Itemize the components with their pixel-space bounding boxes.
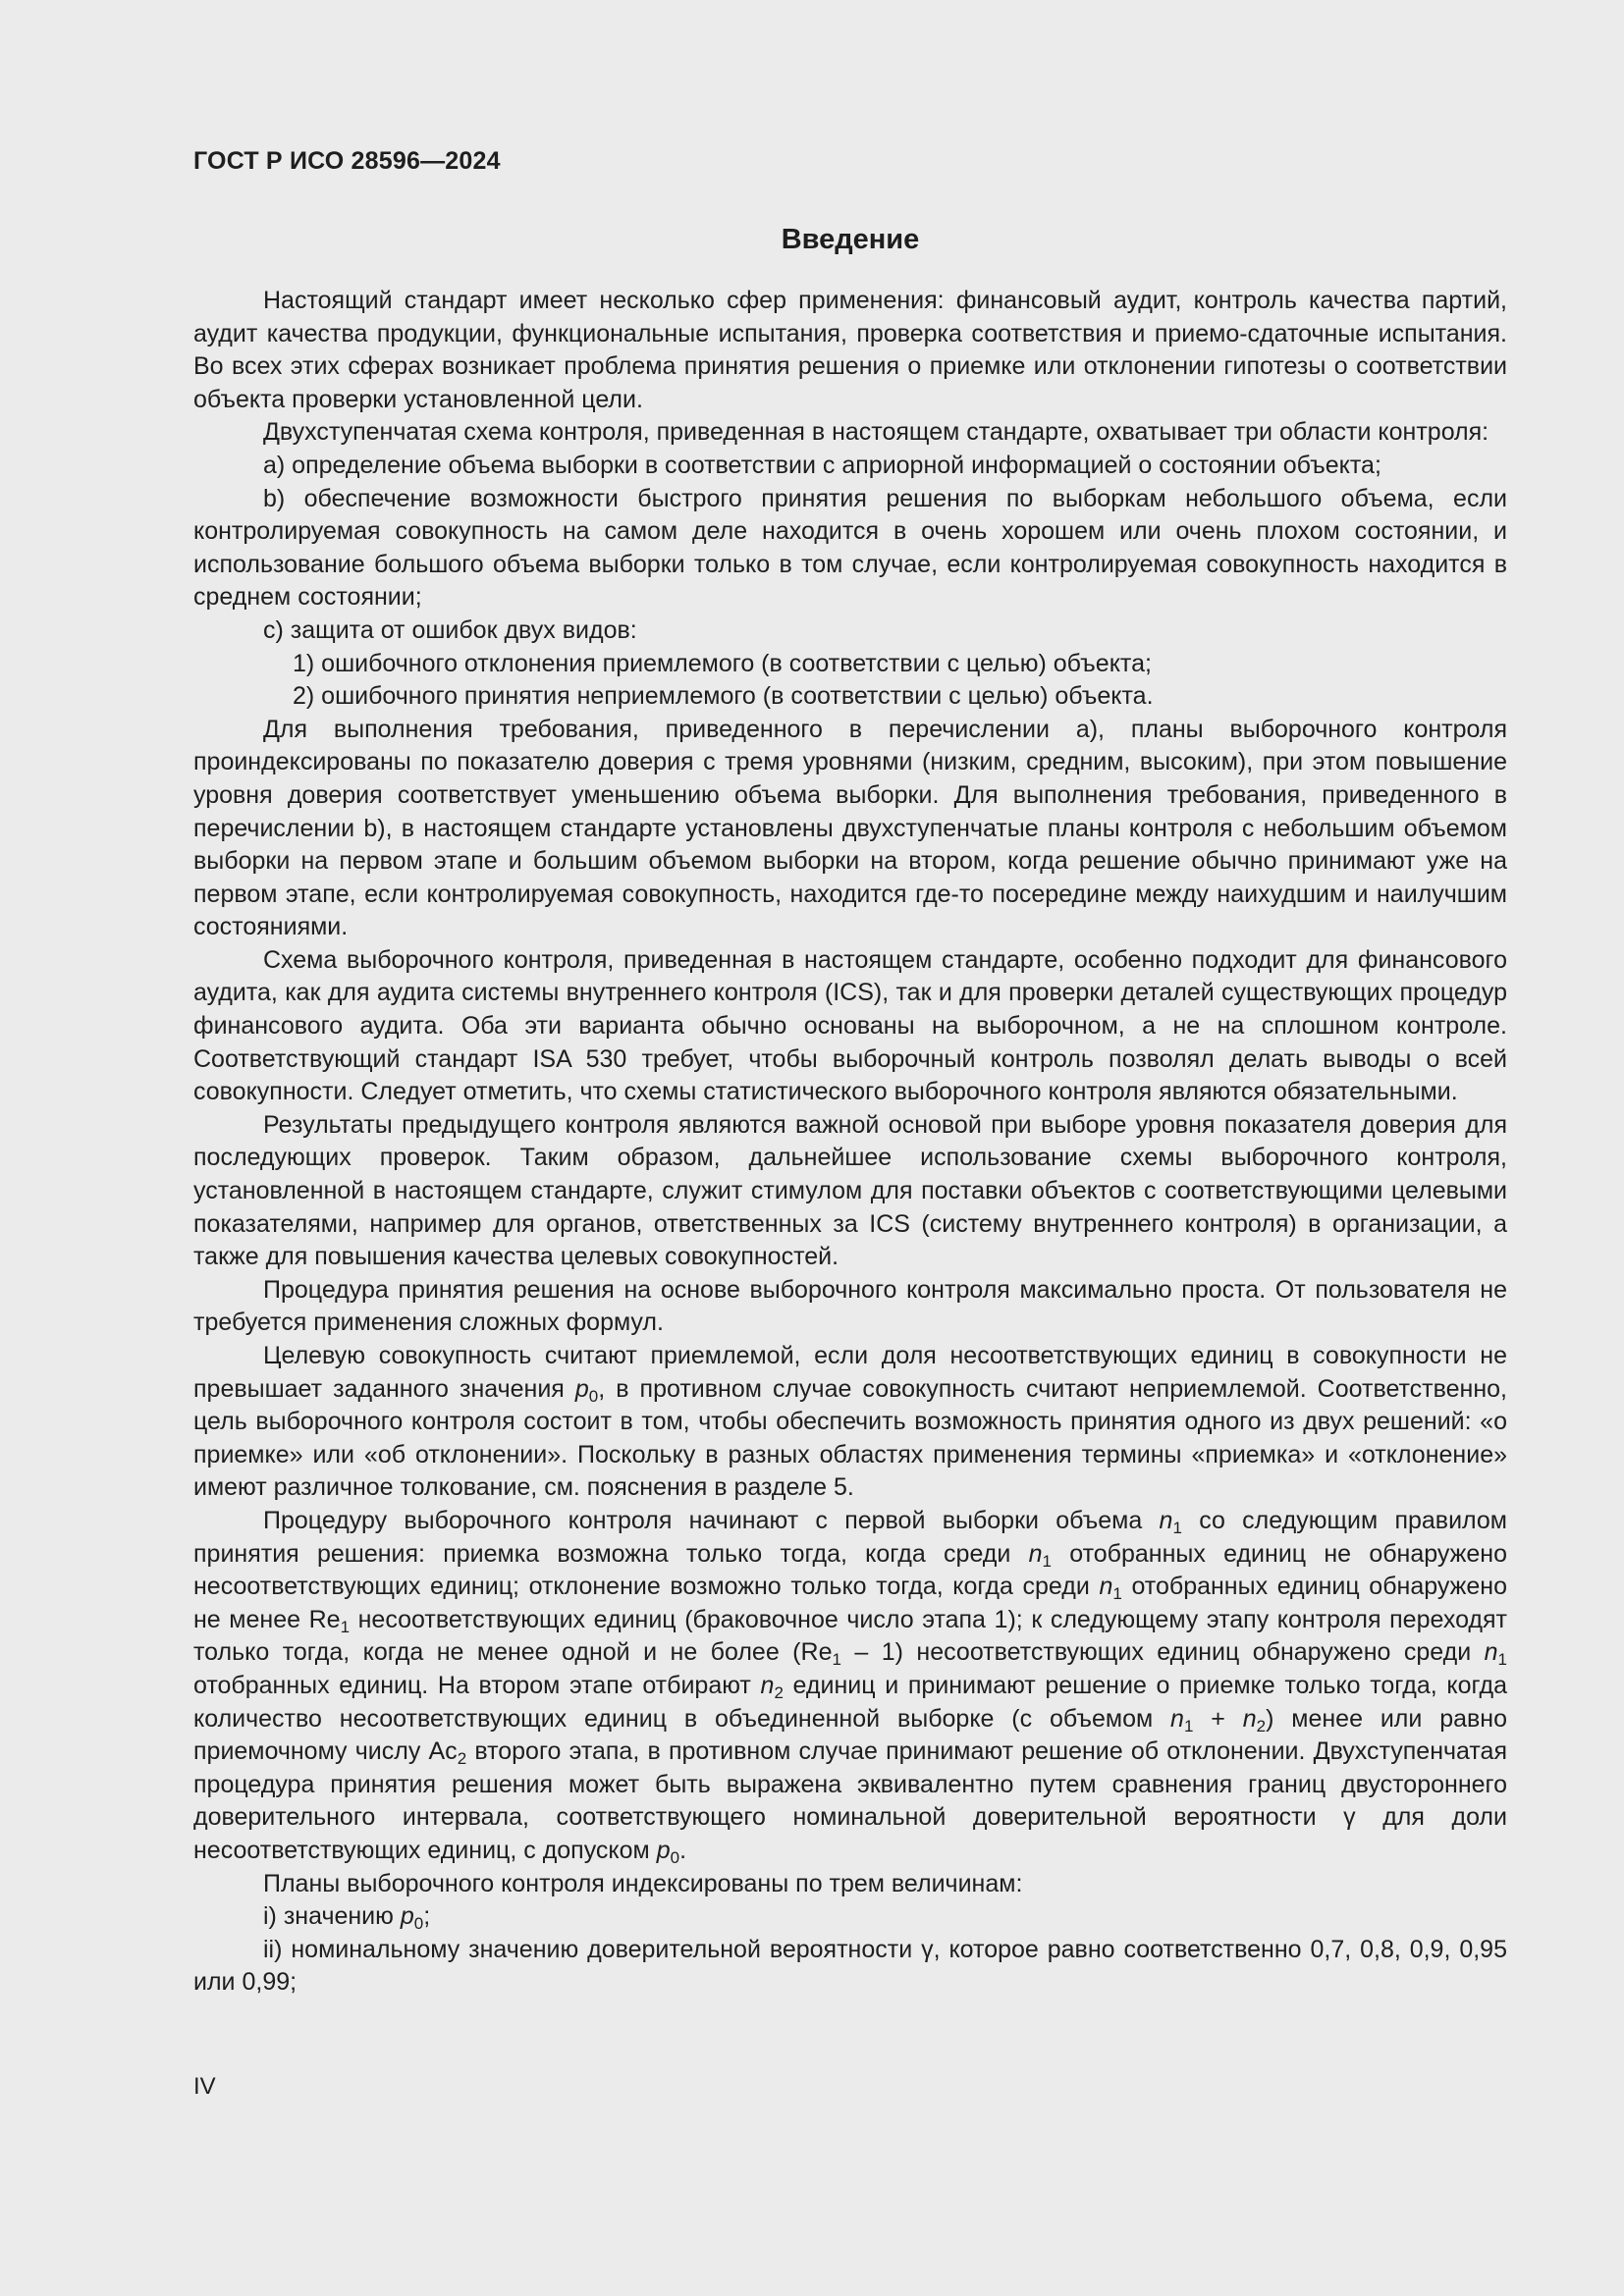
paragraph [193, 714, 1507, 944]
subscript: 1 [1172, 1518, 1182, 1537]
paragraph [193, 944, 1507, 1109]
subscript: 1 [1112, 1583, 1122, 1603]
page-number: IV [193, 2073, 216, 2100]
text-run: Настоящий стандарт имеет несколько сфер применения: финансовый аудит, контроль качества партий, аудит качества продукции, функциональные испытания, проверка соответствия и приемо-сдаточные испытания. Во всех этих сферах возникает проблема принятия решения о приемке или отклонении гипотезы о соответствии объекта проверки установленной цели. [193, 287, 1507, 413]
text-run: – 1) несоответствующих единиц обнаружено среди [840, 1638, 1485, 1667]
math-variable: p [400, 1902, 414, 1931]
subscript: 1 [1183, 1716, 1194, 1735]
text-run: Схема выборочного контроля, приведенная в настоящем стандарте, особенно подходит для финансового аудита, как для аудита системы внутреннего контроля (ICS), так и для проверки деталей существующих процедур финансового аудита. Оба эти варианта обычно основаны на выборочном, а не на сплошном контроле. Соответствующий стандарт ISA 530 требует, чтобы выборочный контроль позволял делать выводы о всей совокупности. Следует отметить, что схемы статистического выборочного контроля являются обязательными. [193, 945, 1507, 1106]
math-variable: p [656, 1836, 671, 1864]
text-run: 1) ошибочного отклонения приемлемого (в соответствии с целью) объекта; [293, 649, 1152, 677]
page-title: Введение [781, 224, 920, 255]
subscript: 1 [832, 1650, 841, 1670]
text-run: 2) ошибочного принятия неприемлемого (в соответствии с целью) объекта. [293, 682, 1154, 711]
paragraph [193, 1934, 1507, 2000]
paragraph [193, 1109, 1507, 1274]
paragraph [193, 483, 1507, 614]
text-run: отобранных единиц. На втором этапе отбирают [193, 1671, 761, 1699]
document-body [193, 285, 1507, 2000]
text-run: второго этапа, в противном случае принимают решение об отклонении. Двухступенчатая процедура принятия решения может быть выражена эквивалентно путем сравнения границ двустороннего доверительного интервала, соответствующего номинальной доверительной вероятности γ для доли несоответствующих единиц, с допуском [193, 1737, 1507, 1864]
paragraph [193, 614, 1507, 648]
paragraph [193, 450, 1507, 483]
math-variable: n [1028, 1539, 1043, 1568]
text-run: отобранных единиц обнаружено не менее Re [193, 1573, 1507, 1633]
text-run: ii) номинальному значению доверительной вероятности γ, которое равно соответственно 0,7, 0,8, 0,9, 0,95 или 0,99; [193, 1935, 1507, 1997]
math-variable: n [1099, 1573, 1113, 1601]
text-run: Планы выборочного контроля индексированы по трем величинам: [263, 1869, 1023, 1897]
subscript: 0 [588, 1386, 599, 1406]
text-run: Процедура принятия решения на основе выборочного контроля максимально проста. От пользователя не требуется применения сложных формул. [193, 1275, 1507, 1337]
math-variable: n [760, 1671, 775, 1699]
text-run: ; [423, 1902, 431, 1931]
math-variable: n [1159, 1506, 1173, 1534]
text-run: . [679, 1836, 687, 1864]
text-run: Двухступенчатая схема контроля, приведенная в настоящем стандарте, охватывает три области контроля: [263, 418, 1489, 447]
paragraph [193, 1505, 1507, 1868]
math-variable: n [1484, 1638, 1498, 1667]
paragraph [193, 1340, 1507, 1505]
paragraph [193, 1274, 1507, 1340]
subscript: 2 [1256, 1716, 1267, 1735]
text-run: , в противном случае совокупность считают неприемлемой. Соответственно, цель выборочного контроля состоит в том, чтобы обеспечить возможность принятия одного из двух решений: «о приемке» или «об отклонении». Поскольку в разных областях применения термины «приемка» и «отклонение» имеют различное толкование, см. пояснения в разделе 5. [193, 1374, 1507, 1502]
text-run: i) значению [263, 1902, 401, 1931]
text-run: + [1193, 1704, 1243, 1733]
text-run: Для выполнения требования, приведенного в перечислении a), планы выборочного контроля проиндексированы по показателю доверия с тремя уровнями (низким, средним, высоким), при этом повышение уровня доверия соответствует уменьшению объема выборки. Для выполнения требования, приведенного в перечислении b), в настоящем стандарте установлены двухступенчатые планы контроля с небольшим объемом выборки на первом этапе и большим объемом выборки на втором, когда решение обычно принимают уже на первом этапе, если контролируемая совокупность, находится где-то посередине между наихудшим и наилучшим состояниями. [193, 715, 1507, 941]
document-code: ГОСТ Р ИСО 28596—2024 [193, 147, 501, 175]
paragraph [193, 1900, 1507, 1934]
subscript: 2 [457, 1748, 467, 1768]
text-run: со следующим правилом принятия решения: приемка возможна только тогда, когда среди [193, 1506, 1507, 1568]
subscript: 1 [1042, 1551, 1052, 1571]
paragraph [193, 416, 1507, 450]
text-run: a) определение объема выборки в соответствии с априорной информацией о состоянии объекта; [263, 451, 1381, 479]
paragraph [193, 1868, 1507, 1901]
subscript: 1 [1497, 1650, 1507, 1670]
text-run: c) защита от ошибок двух видов: [263, 615, 637, 644]
text-run: Процедуру выборочного контроля начинают с первой выборки объема [263, 1506, 1160, 1534]
text-run: отобранных единиц не обнаружено несоответствующих единиц; отклонение возможно только тогда, когда среди [193, 1539, 1507, 1601]
math-variable: n [1170, 1704, 1184, 1733]
text-run: единиц и принимают решение о приемке только тогда, когда количество несоответствующих единиц в объединенной выборке (с объемом [193, 1671, 1508, 1733]
subscript: 0 [413, 1913, 424, 1933]
subscript: 2 [774, 1682, 784, 1702]
math-variable: p [574, 1374, 589, 1403]
math-variable: n [1242, 1704, 1257, 1733]
text-run: b) обеспечение возможности быстрого принятия решения по выборкам небольшого объема, если контролируемая совокупность на самом деле находится в очень хорошем или очень плохом состоянии, и использование большого объема выборки только в том случае, если контролируемая совокупность находится в среднем состоянии; [193, 484, 1507, 612]
subscript: 0 [670, 1847, 680, 1867]
text-run: Целевую совокупность считают приемлемой, если доля несоответствующих единиц в совокупности не превышает заданного значения [193, 1342, 1507, 1403]
paragraph [193, 680, 1507, 714]
text-run: ) менее или равно приемочному числу Ac [193, 1704, 1507, 1766]
paragraph [193, 648, 1507, 681]
subscript: 1 [340, 1617, 351, 1636]
text-run: несоответствующих единиц (браковочное число этапа 1); к следующему этапу контроля переходят только тогда, когда не менее одной и не более (Re [193, 1605, 1507, 1667]
paragraph [193, 285, 1507, 416]
text-run: Результаты предыдущего контроля являются важной основой при выборе уровня показателя доверия для последующих проверок. Таким образом, дальнейшее использование схемы выборочного контроля, установленной в настоящем стандарте, служит стимулом для поставки объектов с соответствующими целевыми показателями, например для органов, ответственных за ICS (систему внутреннего контроля) в организации, а также для повышения качества целевых совокупностей. [193, 1110, 1507, 1271]
